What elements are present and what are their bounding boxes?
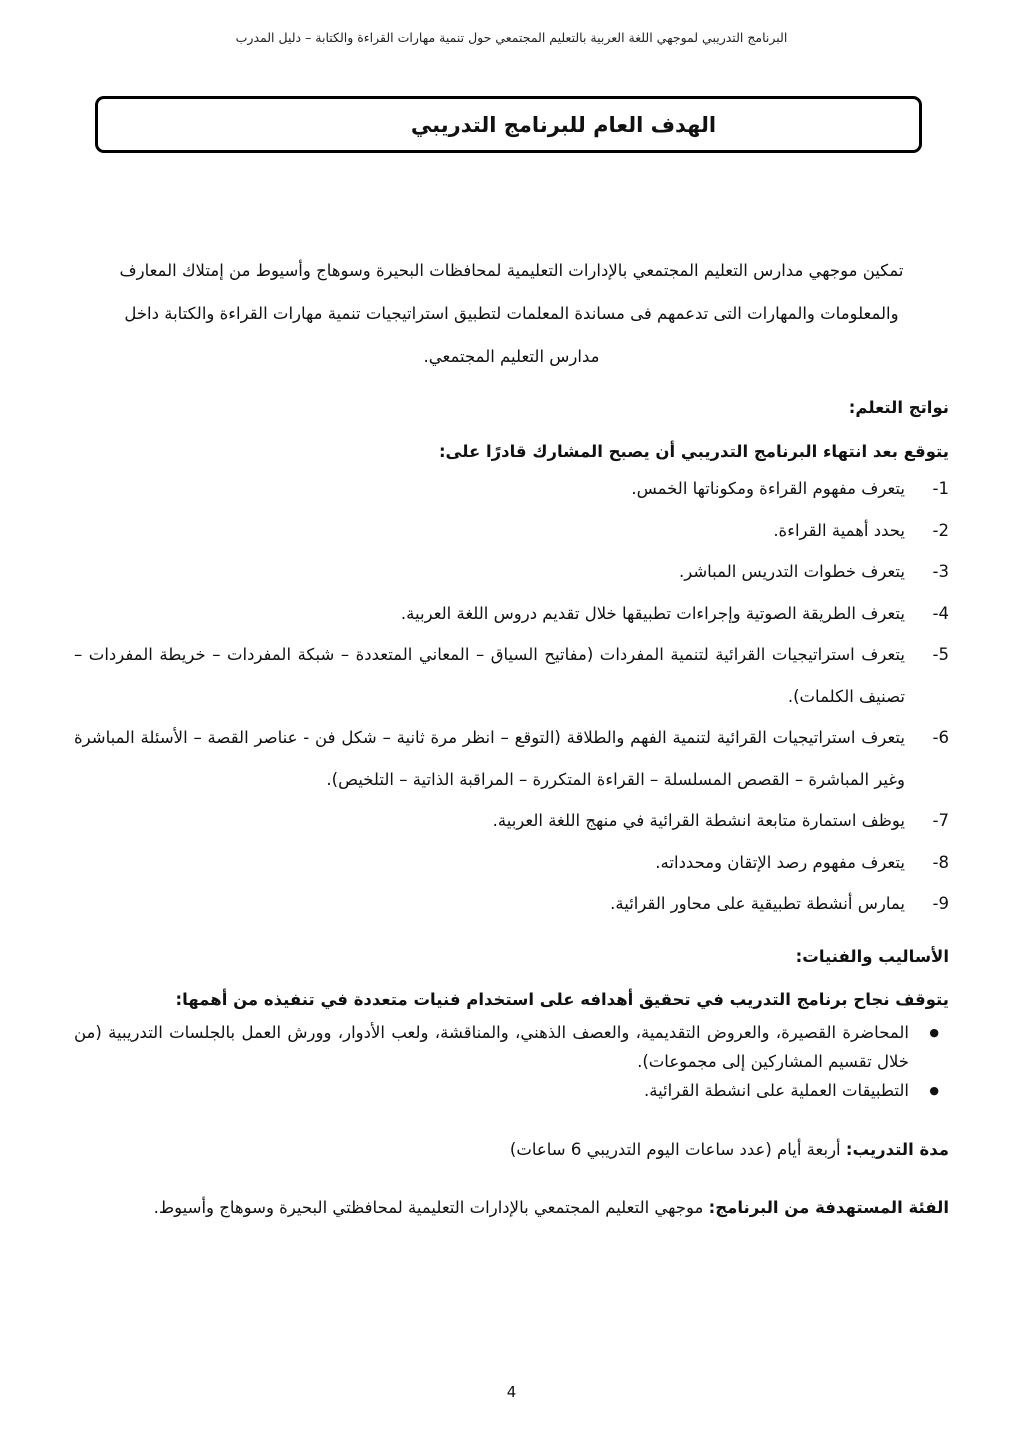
methods-lead: يتوقف نجاح برنامج التدريب في تحقيق أهدافه على استخدام فنيات متعددة في تنفيذه من أهمها:	[175, 989, 949, 1009]
method-item	[74, 1018, 939, 1076]
outcome-number: 6-	[932, 728, 949, 747]
outcome-text: يتعرف خطوات التدريس المباشر.	[678, 562, 905, 581]
page-number: 4	[506, 1383, 517, 1401]
outcome-text: يتعرف استراتيجيات القرائية لتنمية المفردات (مفاتيح السياق – المعاني المتعددة – شبكة المفردات – خريطة المفردات – تصنيف الكلمات).	[74, 645, 905, 706]
method-text: المحاضرة القصيرة، والعروض التقديمية، والعصف الذهني، والمناقشة، ولعب الأدوار، وورش العمل بالجلسات التدريبية (من خلال تقسيم المشاركين إلى مجموعات).	[74, 1022, 909, 1071]
method-text: التطبيقات العملية على انشطة القرائية.	[643, 1080, 909, 1100]
intro-line: تمكين موجهي مدارس التعليم المجتمعي بالإدارات التعليمية لمحافظات البحيرة وسوهاج وأسيوط من إمتلاك المعارف	[119, 261, 904, 280]
duration-line	[74, 1139, 949, 1161]
outcome-item	[74, 800, 949, 842]
outcome-text: يوظف استمارة متابعة انشطة القرائية في منهج اللغة العربية.	[492, 811, 905, 830]
outcome-item	[74, 883, 949, 925]
outcome-item	[74, 593, 949, 635]
outcome-item	[74, 717, 949, 800]
outcome-number: 9-	[932, 894, 949, 913]
outcomes-heading: نواتج التعلم:	[848, 398, 949, 417]
intro-paragraph	[74, 249, 949, 378]
outcome-item	[74, 634, 949, 717]
duration-label: مدة التدريب:	[845, 1139, 949, 1159]
methods-heading: الأساليب والفنيات:	[795, 946, 949, 966]
target-value: موجهي التعليم المجتمعي بالإدارات التعليمية لمحافظتي البحيرة وسوهاج وأسيوط.	[153, 1197, 704, 1217]
outcome-text: يتعرف مفهوم رصد الإتقان ومحدداته.	[655, 852, 905, 872]
title-box	[95, 96, 922, 153]
outcome-number: 8-	[932, 852, 949, 872]
bullet-icon: ●	[929, 1083, 939, 1097]
duration-value: أربعة أيام (عدد ساعات اليوم التدريبي 6 ساعات)	[509, 1139, 841, 1159]
outcome-item	[74, 842, 949, 884]
outcome-number: 2-	[932, 520, 949, 540]
outcome-number: 4-	[932, 603, 949, 623]
intro-line: والمعلومات والمهارات التى تدعمهم فى مساندة المعلمات لتطبيق استراتيجيات تنمية مهارات القراءة والكتابة داخل	[124, 304, 899, 323]
outcome-text: يتعرف استراتيجيات القرائية لتنمية الفهم والطلاقة (التوقع – انظر مرة ثانية – شكل فن - عناصر القصة – الأسئلة المباشرة وغير المباشرة – القصص المسلسلة – القراءة المتكررة – المراقبة الذاتية – التلخيص).	[74, 728, 905, 789]
outcome-text: يحدد أهمية القراءة.	[773, 520, 905, 540]
method-item	[74, 1076, 939, 1105]
outcomes-list	[74, 468, 949, 925]
outcome-text: يتعرف مفهوم القراءة ومكوناتها الخمس.	[631, 479, 905, 498]
outcome-number: 5-	[932, 645, 949, 664]
outcome-text: يمارس أنشطة تطبيقية على محاور القرائية.	[610, 894, 905, 913]
outcome-item	[74, 551, 949, 593]
outcome-number: 7-	[932, 811, 949, 830]
bullet-icon: ●	[929, 1025, 939, 1039]
outcome-number: 3-	[932, 562, 949, 581]
page-title: الهدف العام للبرنامج التدريبي	[410, 112, 717, 137]
outcome-item	[74, 468, 949, 510]
target-line	[74, 1197, 949, 1219]
outcomes-lead: يتوقع بعد انتهاء البرنامج التدريبي أن يصبح المشارك قادرًا على:	[438, 442, 949, 461]
outcome-text: يتعرف الطريقة الصوتية وإجراءات تطبيقها خلال تقديم دروس اللغة العربية.	[400, 603, 905, 623]
intro-line: مدارس التعليم المجتمعي.	[423, 347, 600, 366]
methods-list	[74, 1018, 949, 1105]
target-label: الفئة المستهدفة من البرنامج:	[708, 1197, 949, 1217]
document-body	[74, 249, 949, 1219]
outcome-number: 1-	[932, 479, 949, 498]
outcome-item	[74, 510, 949, 552]
running-header: البرنامج التدريبي لموجهي اللغة العربية بالتعليم المجتمعي حول تنمية مهارات القراءة والكتابة – دليل المدرب	[235, 30, 788, 45]
